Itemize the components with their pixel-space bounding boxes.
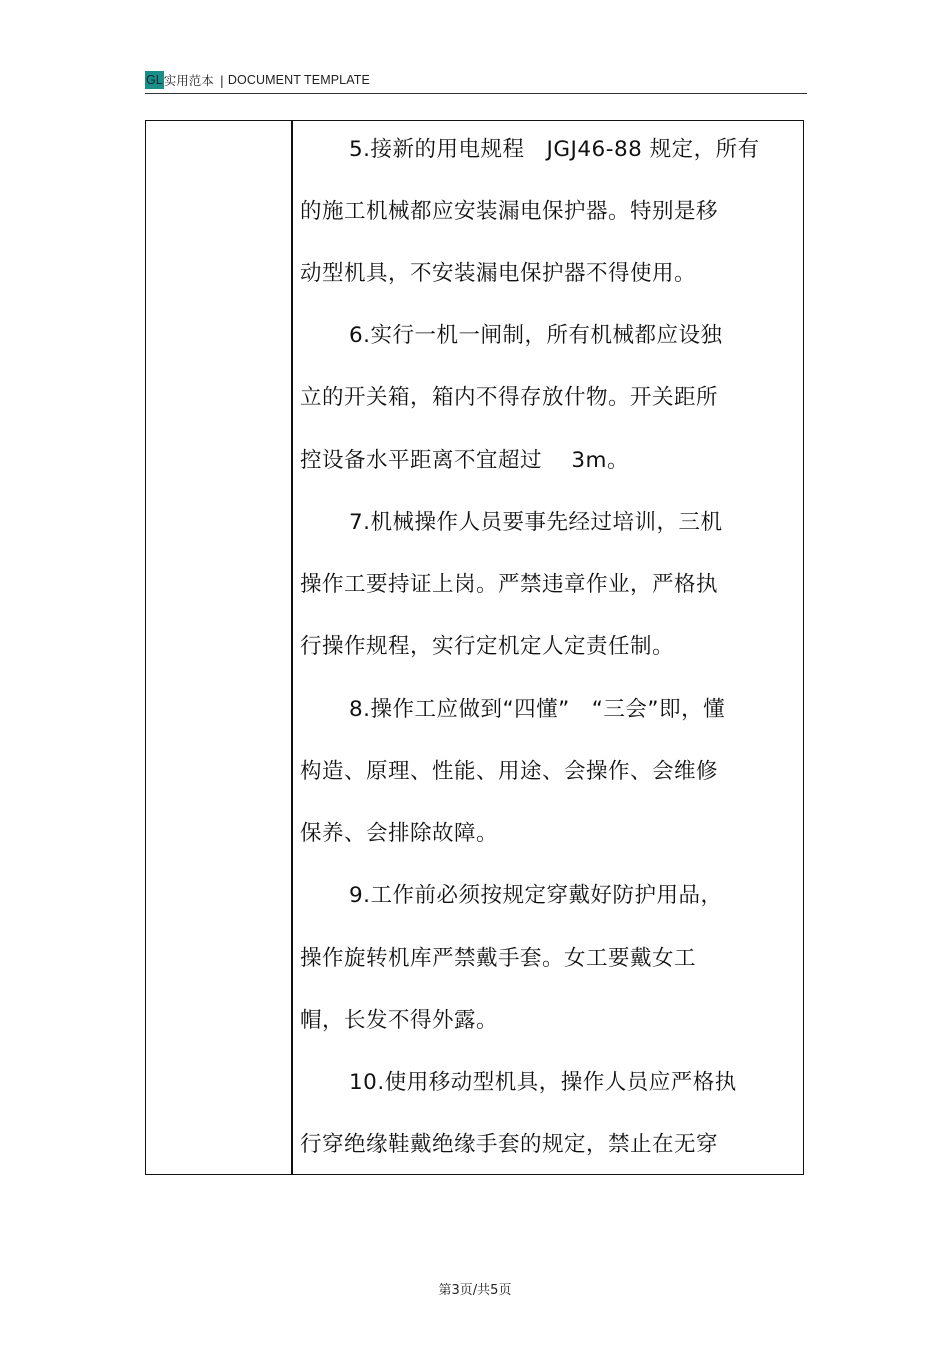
- rule-6-line-1: 6.实行一机一闸制，所有机械都应设独: [349, 323, 723, 348]
- rule-8-line-2: 构造、原理、性能、用途、会操作、会维修: [300, 759, 719, 784]
- rule-10-line-1: 10.使用移动型机具，操作人员应严格执: [349, 1070, 737, 1095]
- header-doc-label: DOCUMENT TEMPLATE: [227, 73, 370, 87]
- rule-5-line-1: 5.接新的用电规程 JGJ46-88 规定，所有: [349, 137, 760, 162]
- rule-9-line-1: 9.工作前必须按规定穿戴好防护用品，: [349, 883, 723, 908]
- rule-8-line-3: 保养、会排除故障。: [300, 821, 499, 846]
- rule-7-line-3: 行操作规程，实行定机定人定责任制。: [300, 634, 675, 659]
- header-brand: 实用范本: [163, 73, 214, 88]
- logo-badge: GL: [146, 73, 163, 87]
- rule-7-line-2: 操作工要持证上岗。严禁违章作业，严格执: [300, 572, 719, 597]
- column-divider: [291, 121, 293, 1174]
- content-table: [145, 120, 804, 1175]
- rule-8-line-1: 8.操作工应做到“四懂” “三会”即，懂: [349, 697, 726, 722]
- page-number: 第3页/共5页: [438, 1283, 512, 1298]
- rule-6-line-3: 控设备水平距离不宜超过 3m。: [300, 448, 629, 473]
- rule-7-line-1: 7.机械操作人员要事先经过培训，三机: [349, 510, 723, 535]
- header-separator: |: [219, 72, 224, 88]
- rule-10-line-2: 行穿绝缘鞋戴绝缘手套的规定，禁止在无穿: [300, 1132, 719, 1157]
- rule-9-line-2: 操作旋转机库严禁戴手套。女工要戴女工: [300, 946, 697, 971]
- rule-6-line-2: 立的开关箱，箱内不得存放什物。开关距所: [300, 385, 719, 410]
- rule-5-line-2: 的施工机械都应安装漏电保护器。特别是移: [300, 199, 719, 224]
- document-header: [145, 70, 370, 90]
- rule-9-line-3: 帽，长发不得外露。: [300, 1008, 499, 1033]
- rule-5-line-3: 动型机具，不安装漏电保护器不得使用。: [300, 261, 697, 286]
- header-rule: [145, 93, 807, 94]
